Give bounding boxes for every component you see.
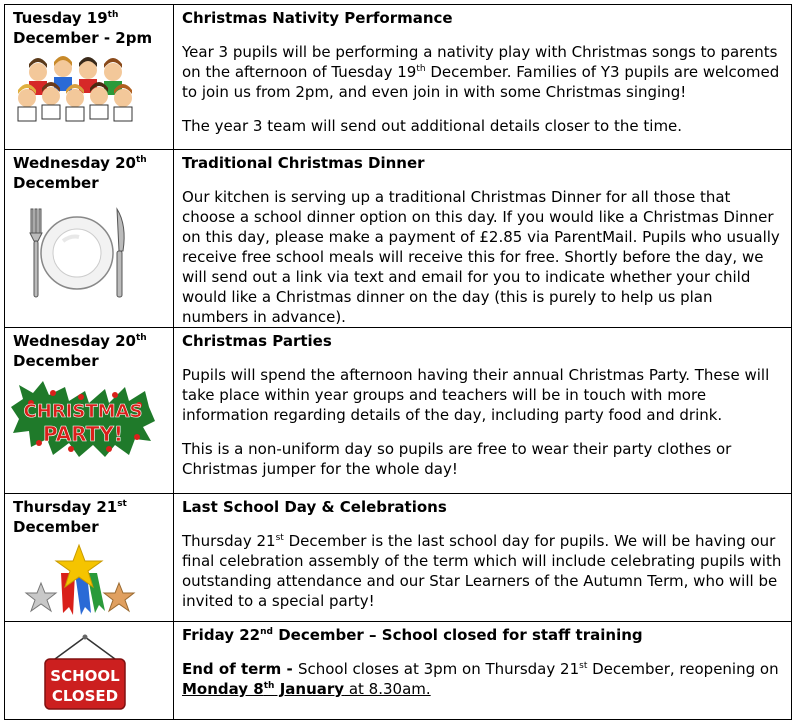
date-cell xyxy=(5,328,174,494)
date-cell xyxy=(5,5,174,150)
reopening-date: Monday 8th January xyxy=(182,680,345,698)
event-description: Pupils will spend the afternoon having their annual Christmas Party. These will take place within year groups and teachers will be in touch with more information regarding details of the day, including party food and drink. xyxy=(182,366,770,424)
event-date: Wednesday 20th December xyxy=(13,332,147,370)
dinner-plate-icon xyxy=(13,205,143,301)
svg-text:PARTY!: PARTY! xyxy=(42,422,124,446)
event-description: Year 3 pupils will be performing a nativity play with Christmas songs to parents on the afternoon of Tuesday 19th December. Families of Y3 pupils are welcomed to join us from 2pm, and even join in with some Christmas singing! xyxy=(182,43,780,101)
date-cell xyxy=(5,622,174,720)
event-details xyxy=(174,328,792,494)
event-title: Traditional Christmas Dinner xyxy=(182,154,425,172)
event-description: Our kitchen is serving up a traditional Christmas Dinner for all those that choose a school dinner option on this day. If you would like a Christmas Dinner on this day, please make a payment of £2.85 via ParentMail. Pupils who usually receive free school meals will receive this for free. Shortly before the day, we will send out a link via text and email for you to indicate whether your child would like a Christmas dinner on the day (this is purely to help us plan numbers in advance). xyxy=(182,188,780,326)
events-table xyxy=(4,4,792,720)
celebration-stars-icon xyxy=(21,543,141,619)
date-cell xyxy=(5,494,174,622)
event-note: This is a non-uniform day so pupils are free to wear their party clothes or Christmas jumper for the whole day! xyxy=(182,440,732,478)
event-note: The year 3 team will send out additional details closer to the time. xyxy=(182,117,683,135)
choir-singers-icon xyxy=(13,54,143,124)
event-date: Thursday 21st December xyxy=(13,498,127,536)
event-row-dinner xyxy=(5,150,792,328)
event-details xyxy=(174,150,792,328)
event-details xyxy=(174,622,792,720)
event-row-nativity xyxy=(5,5,792,150)
event-row-parties xyxy=(5,328,792,494)
event-date: Wednesday 20th December xyxy=(13,154,147,192)
event-description: Thursday 21st December is the last school day for pupils. We will be having our final celebration assembly of the term which will include celebrating pupils with outstanding attendance and our Star Learners of the Autumn Term, who will be invited to a special party! xyxy=(182,532,782,610)
svg-text:SCHOOL: SCHOOL xyxy=(50,667,120,685)
svg-text:CLOSED: CLOSED xyxy=(51,687,119,705)
event-date: Tuesday 19th December - 2pm xyxy=(13,9,153,47)
event-title: Friday 22nd December – School closed for staff training xyxy=(182,626,643,644)
event-title: Last School Day & Celebrations xyxy=(182,498,447,516)
event-title: Christmas Nativity Performance xyxy=(182,9,453,27)
svg-text:CHRISTMAS: CHRISTMAS xyxy=(23,401,143,422)
event-title: Christmas Parties xyxy=(182,332,332,350)
event-details xyxy=(174,5,792,150)
date-cell xyxy=(5,150,174,328)
event-row-school-closed xyxy=(5,622,792,720)
event-details xyxy=(174,494,792,622)
school-closed-sign-icon xyxy=(35,631,145,715)
event-row-last-day xyxy=(5,494,792,622)
christmas-party-banner-icon xyxy=(9,377,157,459)
event-description: End of term - School closes at 3pm on Thursday 21st December, reopening on Monday 8th January at 8.30am. xyxy=(182,660,779,698)
